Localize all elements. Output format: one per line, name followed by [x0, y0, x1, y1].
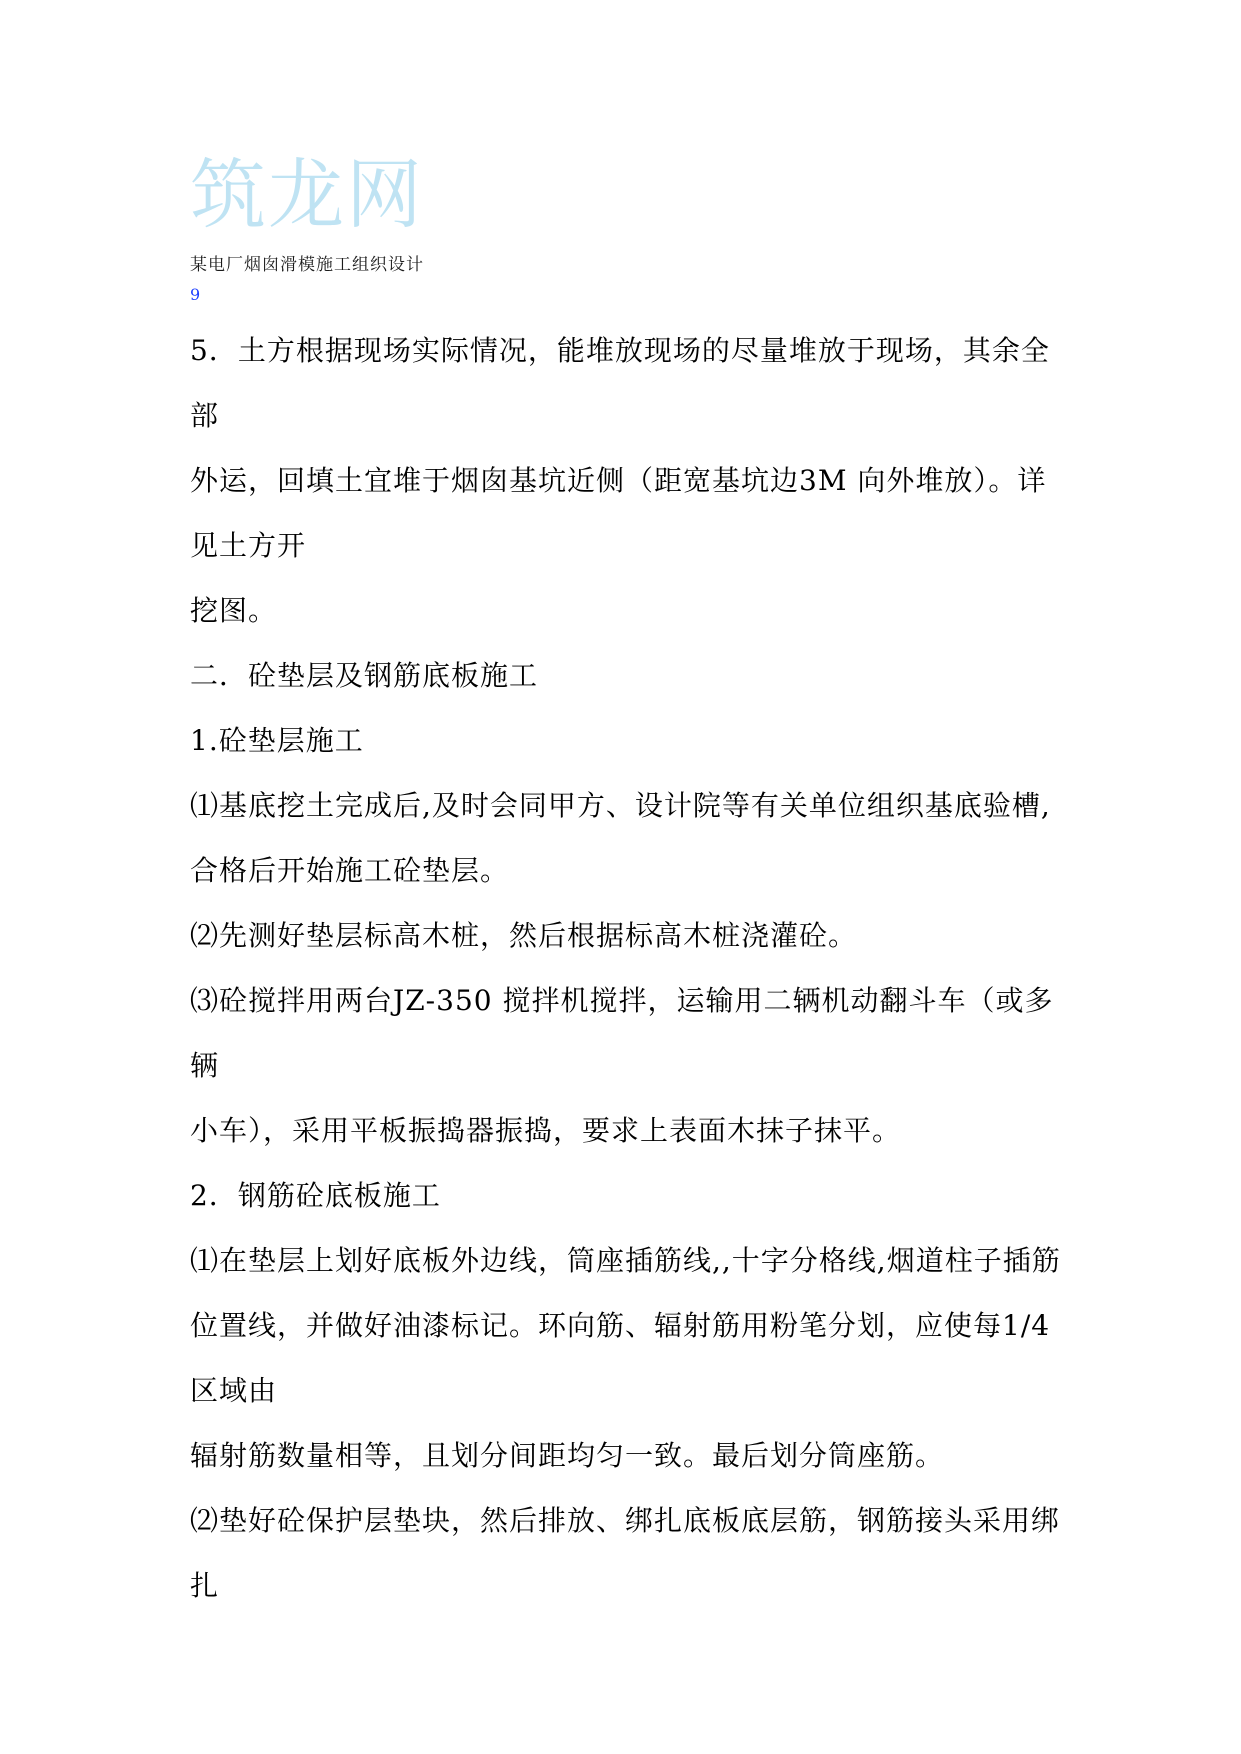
body-line: 区域由	[190, 1374, 278, 1407]
watermark-logo: 筑龙网	[190, 150, 424, 239]
section-heading: 二．砼垫层及钢筋底板施工	[190, 659, 539, 692]
body-line: ⑴基底挖土完成后,及时会同甲方、设计院等有关单位组织基底验槽,	[190, 789, 1051, 822]
body-line: ⑵垫好砼保护层垫块，然后排放、绑扎底板底层筋，钢筋接头采用绑	[190, 1504, 1061, 1537]
document-header-title: 某电厂烟囱滑模施工组织设计	[190, 255, 424, 275]
body-line: ⑶砼搅拌用两台JZ-350 搅拌机搅拌，运输用二辆机动翻斗车（或多	[190, 984, 1054, 1017]
body-text	[190, 318, 1070, 1618]
body-line: 位置线，并做好油漆标记。环向筋、辐射筋用粉笔分划，应使每1/4	[190, 1309, 1051, 1342]
body-line: ⑴在垫层上划好底板外边线，筒座插筋线,,十字分格线,烟道柱子插筋	[190, 1244, 1061, 1277]
body-line: 见土方开	[190, 529, 307, 562]
body-line: 外运，回填土宜堆于烟囱基坑近侧（距宽基坑边3M 向外堆放）。详	[190, 464, 1047, 497]
body-line: 挖图。	[190, 594, 278, 627]
page-number: 9	[190, 285, 201, 304]
subsection-heading: 2．钢筋砼底板施工	[190, 1179, 441, 1212]
body-line: 辐射筋数量相等，且划分间距均匀一致。最后划分筒座筋。	[190, 1439, 945, 1472]
body-line: 辆	[190, 1049, 220, 1082]
body-line: 合格后开始施工砼垫层。	[190, 854, 510, 887]
body-line: 5．土方根据现场实际情况，能堆放现场的尽量堆放于现场，其余全	[190, 334, 1050, 367]
body-line: ⑵先测好垫层标高木桩，然后根据标高木桩浇灌砼。	[190, 919, 858, 952]
body-line: 扎	[190, 1569, 220, 1602]
body-line: 部	[190, 399, 220, 432]
body-line: 小车），采用平板振捣器振捣，要求上表面木抹子抹平。	[190, 1114, 902, 1147]
subsection-heading: 1.砼垫层施工	[190, 724, 364, 757]
